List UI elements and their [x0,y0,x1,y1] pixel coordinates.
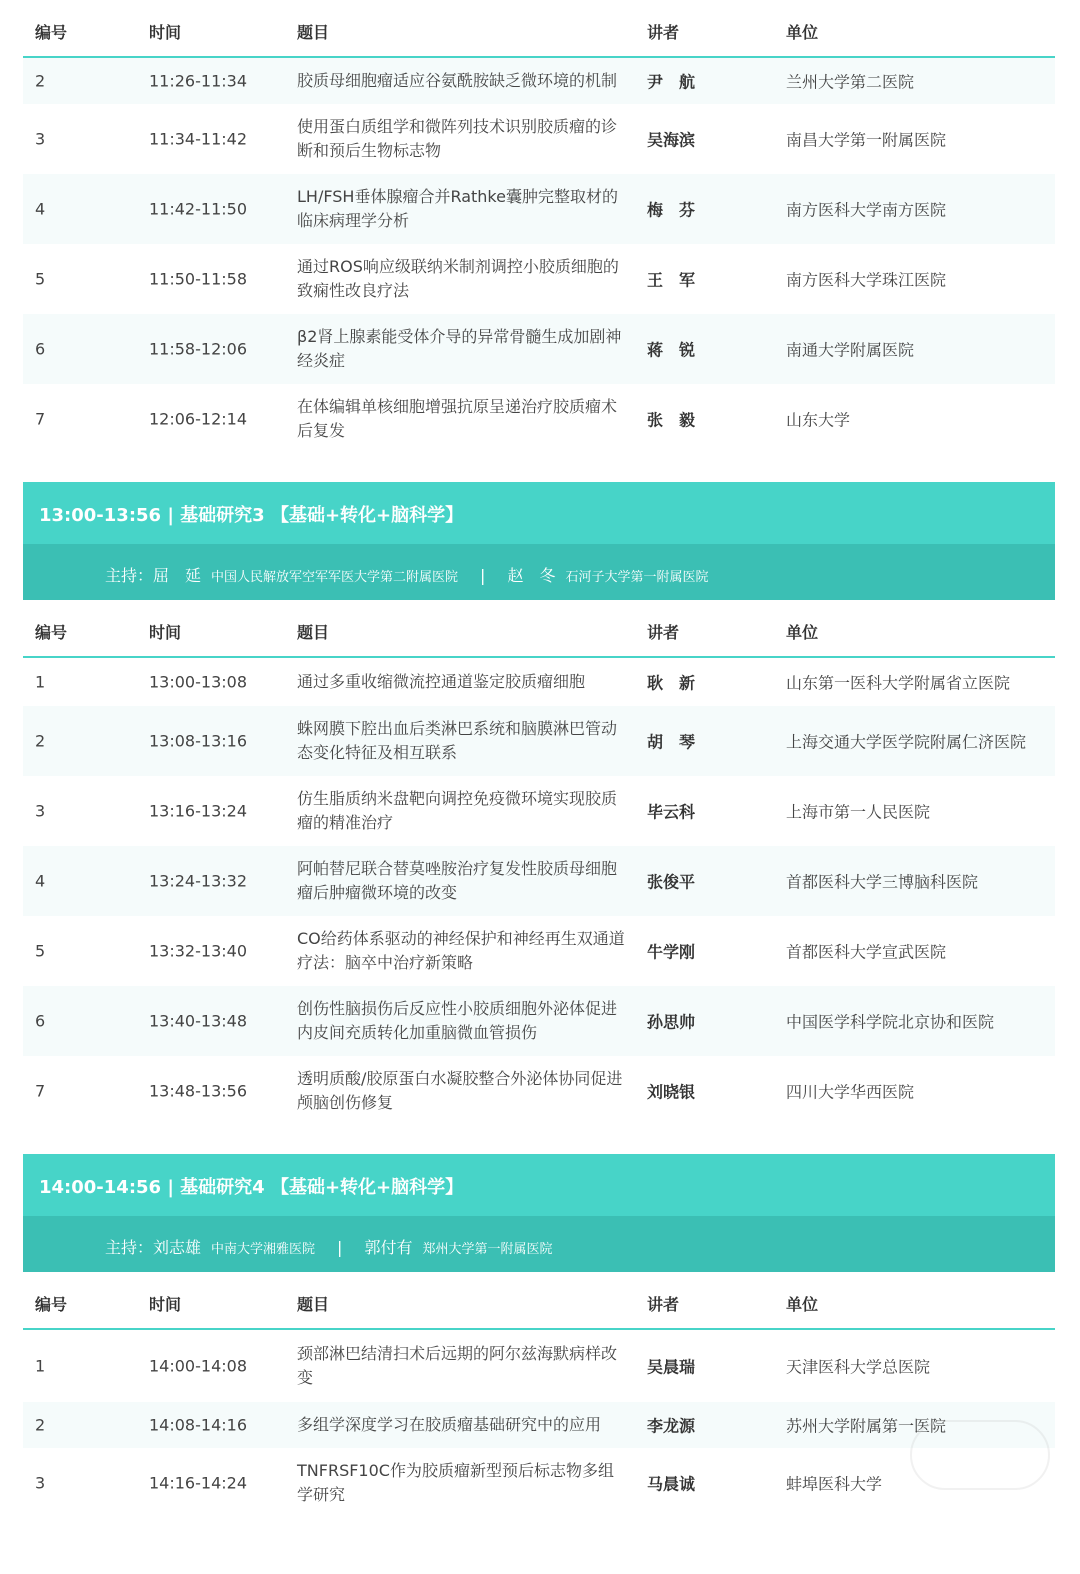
host-label: 主持： [105,1238,154,1257]
host-separator: | [480,566,486,585]
row-num: 1 [35,672,46,692]
header-title: 题目 [297,623,330,642]
row-title: 阿帕替尼联合替莫唑胺治疗复发性胶质母细胞瘤后肿瘤微环境的改变 [297,859,618,902]
row-title: 蛛网膜下腔出血后类淋巴系统和脑膜淋巴管动态变化特征及相互联系 [297,719,618,762]
table-header [23,0,1055,58]
table-row [23,1402,1055,1448]
row-num: 3 [35,801,46,821]
watermark-logo [910,1420,1050,1490]
row-num: 7 [35,409,46,429]
row-num: 5 [35,941,46,961]
row-speaker: 耿 新 [647,673,696,693]
row-speaker: 李龙源 [647,1416,696,1436]
table-row [23,986,1055,1056]
row-speaker: 吴晨瑞 [647,1357,696,1377]
host-label: 主持： [105,566,154,585]
row-title: β2肾上腺素能受体介导的异常骨髓生成加剧神经炎症 [297,327,622,370]
table-row [23,1448,1055,1518]
header-time: 时间 [149,1295,182,1314]
session-title: 13:00-13:56 | 基础研究3 【基础+转化+脑科学】 [39,505,464,526]
host-separator: | [337,1238,343,1257]
row-speaker: 梅 芬 [647,200,696,220]
row-title: LH/FSH垂体腺瘤合并Rathke囊肿完整取材的临床病理学分析 [297,187,618,230]
header-time: 时间 [149,23,182,42]
row-unit: 山东大学 [786,410,851,430]
table-row [23,104,1055,174]
row-unit: 南方医科大学南方医院 [786,200,947,220]
header-num: 编号 [35,623,68,642]
session-header [23,1154,1055,1216]
table-row [23,1056,1055,1126]
row-unit: 山东第一医科大学附属省立医院 [786,673,1011,693]
row-num: 6 [35,339,46,359]
header-title: 题目 [297,23,330,42]
host2-unit: 郑州大学第一附属医院 [422,1242,553,1257]
row-speaker: 毕云科 [647,802,696,822]
row-title: 多组学深度学习在胶质瘤基础研究中的应用 [297,1415,602,1434]
session-header [23,482,1055,544]
table-row [23,384,1055,454]
table-row [23,706,1055,776]
host1-unit: 中南大学湘雅医院 [211,1242,316,1257]
row-speaker: 孙思帅 [647,1012,696,1032]
row-num: 2 [35,71,46,91]
row-num: 6 [35,1011,46,1031]
row-time: 11:42-11:50 [149,199,247,219]
header-speaker: 讲者 [647,623,680,642]
row-title: 胶质母细胞瘤适应谷氨酰胺缺乏微环境的机制 [297,71,618,90]
row-time: 14:00-14:08 [149,1356,247,1376]
row-speaker: 蒋 锐 [647,340,696,360]
table-row [23,846,1055,916]
host2-name: 郭付有 [364,1238,413,1257]
header-title: 题目 [297,1295,330,1314]
row-unit: 四川大学华西医院 [786,1082,915,1102]
table-row [23,658,1055,706]
header-unit: 单位 [786,23,819,42]
row-title: TNFRSF10C作为胶质瘤新型预后标志物多组学研究 [297,1461,614,1504]
row-unit: 苏州大学附属第一医院 [786,1416,947,1436]
row-num: 1 [35,1356,46,1376]
row-title: 仿生脂质纳米盘靶向调控免疫微环境实现胶质瘤的精准治疗 [297,789,618,832]
host2-name: 赵 冬 [507,566,556,585]
row-speaker: 张 毅 [647,410,696,430]
row-time: 14:08-14:16 [149,1415,247,1435]
header-speaker: 讲者 [647,1295,680,1314]
header-speaker: 讲者 [647,23,680,42]
header-unit: 单位 [786,623,819,642]
row-speaker: 尹 航 [647,72,696,92]
row-unit: 中国医学科学院北京协和医院 [786,1012,995,1032]
row-title: 颈部淋巴结清扫术后远期的阿尔兹海默病样改变 [297,1344,618,1387]
session-title: 14:00-14:56 | 基础研究4 【基础+转化+脑科学】 [39,1177,464,1198]
session1-table-body [23,58,1055,454]
row-unit: 南昌大学第一附属医院 [786,130,947,150]
row-speaker: 刘晓银 [647,1082,696,1102]
header-num: 编号 [35,23,68,42]
table-header [23,600,1055,658]
table-header [23,1272,1055,1330]
row-unit: 首都医科大学三博脑科医院 [786,872,979,892]
host-bar [23,544,1055,600]
row-speaker: 马晨诚 [647,1474,696,1494]
row-num: 3 [35,1473,46,1493]
row-time: 13:00-13:08 [149,672,247,692]
row-time: 12:06-12:14 [149,409,247,429]
row-title: 通过ROS响应级联纳米制剂调控小胶质细胞的致痫性改良疗法 [297,257,619,300]
row-time: 11:58-12:06 [149,339,247,359]
row-speaker: 王 军 [647,270,696,290]
row-title: 在体编辑单核细胞增强抗原呈递治疗胶质瘤术后复发 [297,397,618,440]
table-row [23,1330,1055,1402]
host1-unit: 中国人民解放军空军军医大学第二附属医院 [211,570,459,585]
row-num: 4 [35,199,46,219]
row-speaker: 胡 琴 [647,732,696,752]
header-time: 时间 [149,623,182,642]
row-num: 4 [35,871,46,891]
row-num: 3 [35,129,46,149]
row-speaker: 吴海滨 [647,130,696,150]
row-num: 5 [35,269,46,289]
row-time: 11:50-11:58 [149,269,247,289]
host2-unit: 石河子大学第一附属医院 [565,570,709,585]
row-unit: 兰州大学第二医院 [786,72,915,92]
row-time: 13:40-13:48 [149,1011,247,1031]
row-time: 13:32-13:40 [149,941,247,961]
header-num: 编号 [35,1295,68,1314]
table-row [23,174,1055,244]
row-unit: 南方医科大学珠江医院 [786,270,947,290]
row-unit: 上海交通大学医学院附属仁济医院 [786,732,1027,752]
row-time: 11:34-11:42 [149,129,247,149]
session3-table-body [23,1330,1055,1518]
table-row [23,916,1055,986]
row-num: 2 [35,1415,46,1435]
row-time: 13:08-13:16 [149,731,247,751]
table-row [23,776,1055,846]
session2-table-body [23,658,1055,1126]
row-title: 创伤性脑损伤后反应性小胶质细胞外泌体促进内皮间充质转化加重脑微血管损伤 [297,999,618,1042]
row-unit: 蚌埠医科大学 [786,1474,883,1494]
table-row [23,58,1055,104]
host-line [105,1235,552,1258]
row-unit: 上海市第一人民医院 [786,802,931,822]
row-title: 透明质酸/胶原蛋白水凝胶整合外泌体协同促进颅脑创伤修复 [297,1069,623,1112]
row-time: 11:26-11:34 [149,71,247,91]
table-row [23,244,1055,314]
header-unit: 单位 [786,1295,819,1314]
row-time: 13:16-13:24 [149,801,247,821]
row-title: 通过多重收缩微流控通道鉴定胶质瘤细胞 [297,672,586,691]
row-unit: 首都医科大学宣武医院 [786,942,947,962]
row-time: 13:24-13:32 [149,871,247,891]
row-num: 2 [35,731,46,751]
row-unit: 天津医科大学总医院 [786,1357,931,1377]
schedule-page [23,0,1055,1518]
row-speaker: 牛学刚 [647,942,696,962]
row-num: 7 [35,1081,46,1101]
row-title: 使用蛋白质组学和微阵列技术识别胶质瘤的诊断和预后生物标志物 [297,117,618,160]
row-time: 14:16-14:24 [149,1473,247,1493]
row-time: 13:48-13:56 [149,1081,247,1101]
host1-name: 刘志雄 [153,1238,202,1257]
host-line [105,563,708,586]
row-speaker: 张俊平 [647,872,696,892]
host1-name: 屈 延 [153,566,202,585]
table-row [23,314,1055,384]
host-bar [23,1216,1055,1272]
row-unit: 南通大学附属医院 [786,340,915,360]
row-title: CO给药体系驱动的神经保护和神经再生双通道疗法：脑卒中治疗新策略 [297,929,625,972]
